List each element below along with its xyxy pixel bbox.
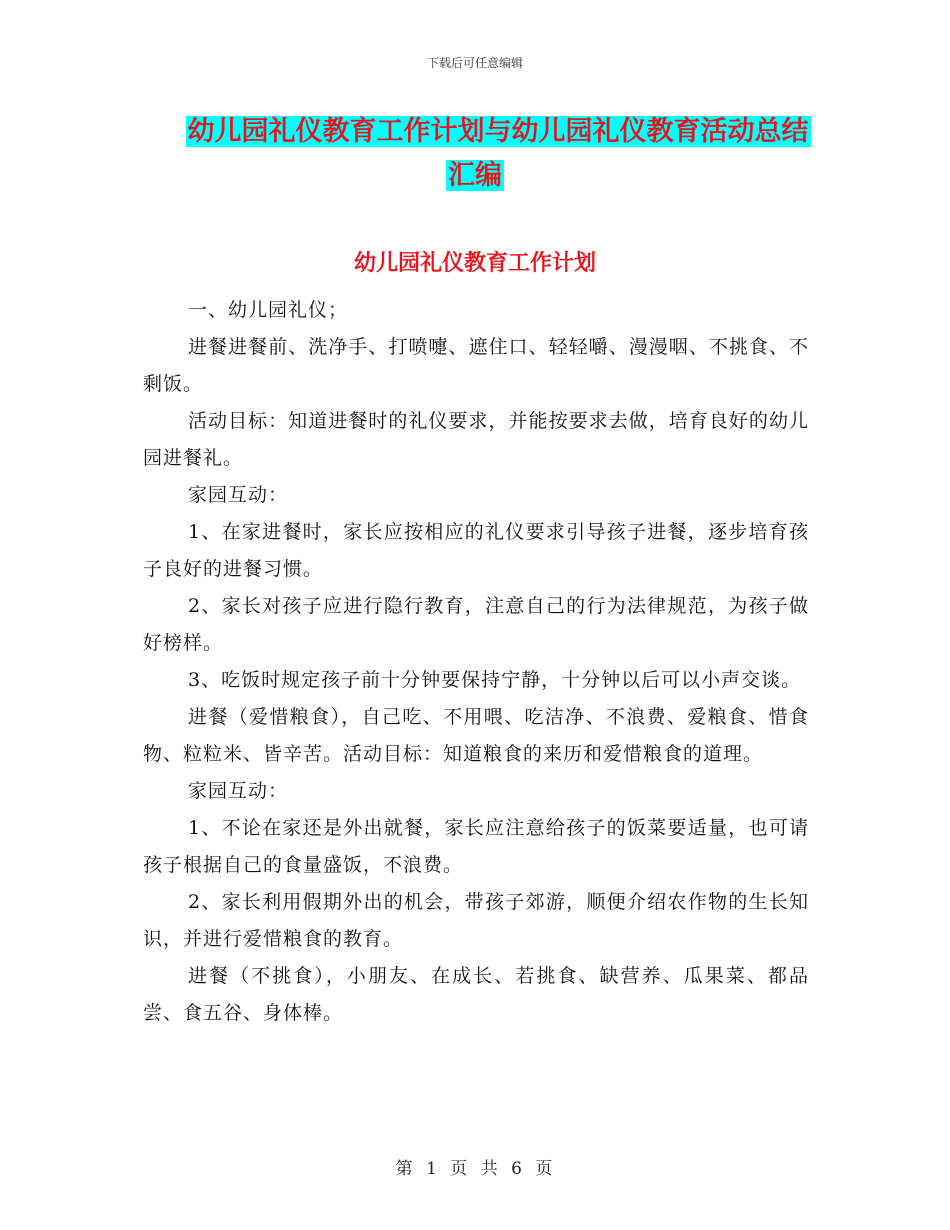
- paragraph: 家园互动：: [188, 484, 289, 506]
- footer-text: 第: [395, 1159, 415, 1179]
- footer-text: 共: [480, 1159, 500, 1179]
- page-footer: [0, 1154, 950, 1179]
- paragraph: 进餐（不挑食），小朋友、在成长、若挑食、缺营养、瓜果菜、都品尝、食五谷、身体棒。: [143, 965, 809, 1024]
- footer-text: 页: [535, 1159, 555, 1179]
- footer-text: 页: [450, 1159, 470, 1179]
- page-number: 1: [426, 1159, 439, 1179]
- document-title: [0, 110, 950, 198]
- paragraph: 进餐（爱惜粮食），自己吃、不用喂、吃洁净、不浪费、爱粮食、惜食物、粒粒米、皆辛苦。活动目标：知道粮食的来历和爱惜粮食的道理。: [143, 706, 809, 765]
- title-line-2: 汇编: [448, 160, 502, 191]
- body-text: [143, 292, 809, 1032]
- paragraph: 2、家长利用假期外出的机会，带孩子郊游，顺便介绍农作物的生长知识，并进行爱惜粮食的教育。: [143, 891, 809, 950]
- paragraph: 2、家长对孩子应进行隐行教育，注意自己的行为法律规范，为孩子做好榜样。: [143, 595, 809, 654]
- paragraph: 1、在家进餐时，家长应按相应的礼仪要求引导孩子进餐，逐步培育孩子良好的进餐习惯。: [143, 521, 809, 580]
- paragraph: 家园互动：: [188, 780, 289, 802]
- section-title: 幼儿园礼仪教育工作计划: [353, 251, 596, 276]
- paragraph: 进餐进餐前、洗净手、打喷嚏、遮住口、轻轻嚼、漫漫咽、不挑食、不剩饭。: [143, 336, 809, 395]
- paragraph: 3、吃饭时规定孩子前十分钟要保持宁静，十分钟以后可以小声交谈。: [188, 669, 802, 691]
- title-line-1: 幼儿园礼仪教育工作计划与幼儿园礼仪教育活动总结: [187, 116, 809, 147]
- paragraph: 活动目标：知道进餐时的礼仪要求，并能按要求去做，培育良好的幼儿园进餐礼。: [143, 410, 809, 469]
- paragraph: 1、不论在家还是外出就餐，家长应注意给孩子的饭菜要适量，也可请孩子根据自己的食量盛饭，不浪费。: [143, 817, 809, 876]
- paragraph: 一、幼儿园礼仪；: [188, 299, 349, 321]
- total-pages: 6: [511, 1159, 524, 1179]
- header-note: 下载后可任意编辑: [426, 56, 523, 70]
